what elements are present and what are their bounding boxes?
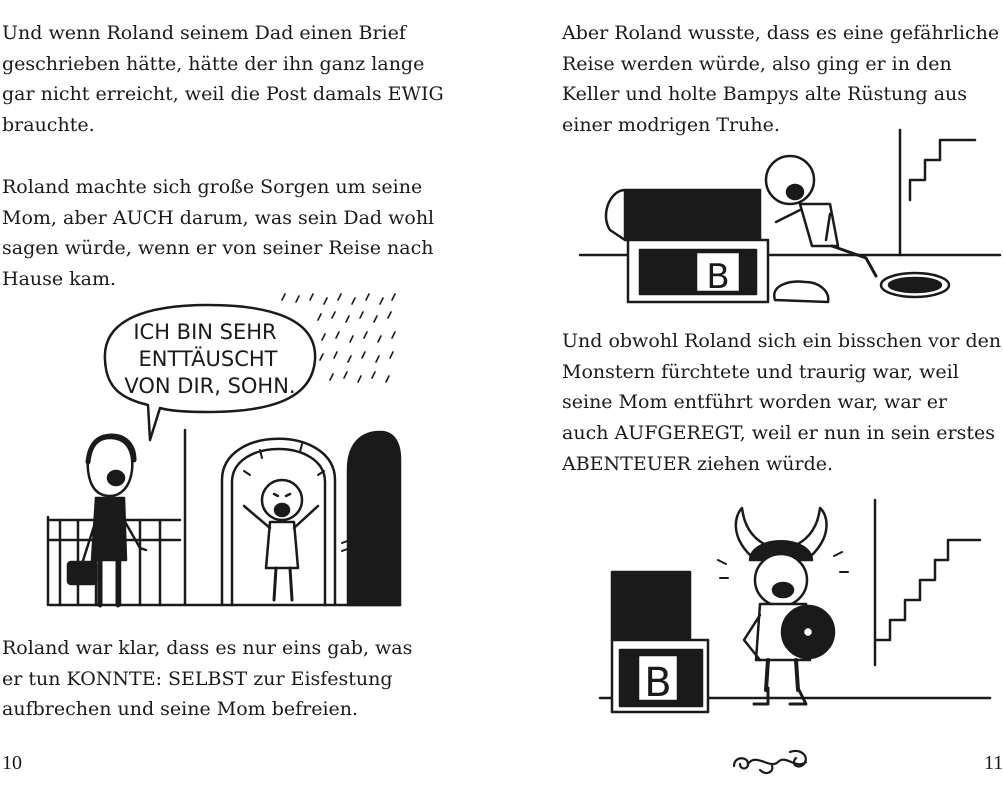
text-line: ABENTEUER ziehen würde. bbox=[562, 452, 834, 475]
page-number-right: 11 bbox=[984, 752, 1003, 774]
chest-letter-b: B bbox=[706, 257, 730, 297]
text-line: aufbrechen und seine Mom befreien. bbox=[2, 698, 359, 721]
armor-chest-letter-b: B bbox=[644, 660, 672, 706]
text-line: Monstern fürchtete und traurig war, weil bbox=[562, 360, 959, 383]
page-number-left: 10 bbox=[2, 752, 22, 774]
text-line: Keller und holte Bampys alte Rüstung aus bbox=[562, 83, 968, 106]
text-line: sagen würde, wenn er von seiner Reise nach bbox=[2, 237, 434, 260]
roland-crying-figure bbox=[244, 444, 324, 600]
text-line: Und obwohl Roland sich ein bisschen vor den bbox=[562, 330, 1002, 352]
text-line: Hause kam. bbox=[2, 268, 117, 291]
text-line: geschrieben hätte, hätte der ihn ganz lange bbox=[2, 52, 425, 75]
text-line: Roland war klar, dass es nur eins gab, was bbox=[2, 637, 413, 659]
chest-illustration bbox=[580, 130, 1000, 302]
text-line: Und wenn Roland seinem Dad einen Brief bbox=[2, 22, 406, 44]
text-line: Reise werden würde, also ging er in den bbox=[562, 52, 952, 75]
text-line: Roland machte sich große Sorgen um seine bbox=[2, 176, 423, 198]
bubble-line: ICH BIN SEHR bbox=[133, 320, 277, 344]
ornament-flourish bbox=[734, 751, 806, 773]
text-line: Aber Roland wusste, dass es eine gefährliche bbox=[562, 22, 1000, 44]
bubble-line: ENTTÄUSCHT bbox=[138, 347, 278, 371]
roland-chest-figure bbox=[766, 156, 876, 276]
text-line: brauchte. bbox=[2, 114, 95, 137]
text-line: Mom, aber AUCH darum, was sein Dad wohl bbox=[2, 206, 435, 229]
text-line: er tun KONNTE: SELBST zur Eisfestung bbox=[2, 667, 393, 690]
text-line: gar nicht erreicht, weil die Post damals EWIG bbox=[2, 83, 444, 106]
speech-bubble-text bbox=[124, 320, 295, 398]
text-line: auch AUFGEREGT, weil er nun in sein erstes bbox=[562, 422, 995, 445]
bubble-line: VON DIR, SOHN. bbox=[124, 374, 296, 398]
text-line: einer modrigen Truhe. bbox=[562, 114, 780, 137]
text-line: seine Mom entführt worden war, war er bbox=[562, 391, 948, 414]
